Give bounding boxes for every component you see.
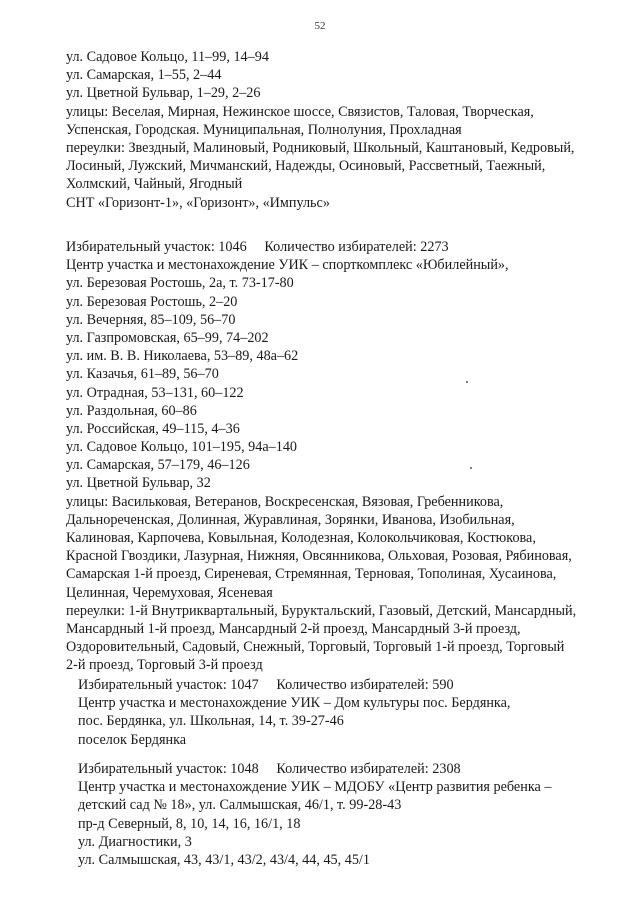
station-header-line: Избирательный участок: 1047 Количество избирателей: 590 — [78, 677, 454, 693]
scan-speck — [466, 381, 468, 383]
address-line: Калиновая, Карпочева, Ковыльная, Колодезная, Колокольчиковая, Костюкова, — [66, 530, 536, 546]
address-line: ул. Березовая Ростошь, 2а, т. 73-17-80 — [66, 275, 294, 292]
address-line: пр-д Северный, 8, 10, 14, 16, 16/1, 18 — [78, 815, 301, 832]
address-line: Самарская 1-й проезд, Сиреневая, Стремянная, Терновая, Тополиная, Хусаинова, — [66, 566, 557, 583]
address-line: улицы: Веселая, Мирная, Нежинское шоссе, Связистов, Таловая, Творческая, — [66, 103, 534, 120]
address-line: Центр участка и местонахождение УИК – МДОБУ «Центр развития ребенка – — [78, 779, 552, 796]
address-line: Лосиный, Лужский, Мичманский, Надежды, Осиновый, Рассветный, Таежный, — [66, 158, 546, 175]
address-line: ул. Садовое Кольцо, 101–195, 94а–140 — [66, 439, 298, 456]
address-line: Мансардный 1-й проезд, Мансардный 2-й проезд, Мансардный 3-й проезд, — [66, 620, 521, 637]
polling-station-1048 — [78, 760, 640, 869]
address-line: ул. им. В. В. Николаева, 53–89, 48а–62 — [66, 348, 299, 365]
address-block-continuation — [66, 48, 631, 212]
address-line: ул. Самарская, 1–55, 2–44 — [66, 67, 222, 84]
address-line: ул. Цветной Бульвар, 1–29, 2–26 — [66, 85, 261, 102]
address-line: Дальнореченская, Долинная, Журавлиная, Зорянки, Иванова, Изобильная, — [66, 511, 515, 528]
address-line: ул. Вечерняя, 85–109, 56–70 — [66, 311, 236, 328]
address-line: пос. Бердянка, ул. Школьная, 14, т. 39-27-46 — [78, 713, 344, 730]
polling-station-1046 — [66, 238, 631, 675]
address-line: Центр участка и местонахождение УИК – спорткомплекс «Юбилейный», — [66, 257, 509, 274]
address-line: Успенская, Городская. Муниципальная, Полнолуния, Прохладная — [66, 121, 462, 138]
station-header-line: Избирательный участок: 1046 Количество избирателей: 2273 — [66, 239, 449, 255]
address-line: СНТ «Горизонт-1», «Горизонт», «Импульс» — [66, 194, 330, 211]
station-header-line: Избирательный участок: 1048 Количество избирателей: 2308 — [78, 761, 461, 777]
page-number: 52 — [314, 20, 326, 32]
address-line: ул. Российская, 49–115, 4–36 — [66, 420, 240, 437]
address-line: ул. Газпромовская, 65–99, 74–202 — [66, 329, 269, 346]
address-line: ул. Отрадная, 53–131, 60–122 — [66, 384, 244, 401]
address-line: Целинная, Черемуховая, Ясеневая — [66, 584, 273, 601]
address-line: ул. Самарская, 57–179, 46–126 — [66, 457, 250, 474]
address-line: поселок Бердянка — [78, 731, 187, 748]
address-line: ул. Казачья, 61–89, 56–70 — [66, 366, 219, 383]
address-line: улицы: Васильковая, Ветеранов, Воскресенская, Вязовая, Гребенникова, — [66, 493, 504, 510]
address-line: Оздоровительный, Садовый, Снежный, Торговый, Торговый 1-й проезд, Торговый — [66, 639, 565, 656]
address-line: Холмский, Чайный, Ягодный — [66, 176, 243, 193]
address-line: ул. Березовая Ростошь, 2–20 — [66, 293, 238, 310]
address-line: ул. Раздольная, 60–86 — [66, 402, 197, 419]
address-line: переулки: 1-й Внутриквартальный, Буруктальский, Газовый, Детский, Мансардный, — [66, 602, 577, 619]
address-line: Красной Гвоздики, Лазурная, Нижняя, Овсянникова, Ольховая, Розовая, Рябиновая, — [66, 548, 572, 565]
address-line: детский сад № 18», ул. Салмышская, 46/1, т. 99-28-43 — [78, 797, 402, 814]
address-line: ул. Садовое Кольцо, 11–99, 14–94 — [66, 49, 269, 65]
address-line: Центр участка и местонахождение УИК – Дом культуры пос. Бердянка, — [78, 695, 511, 712]
address-line: переулки: Звездный, Малиновый, Родниковый, Школьный, Каштановый, Кедровый, — [66, 139, 575, 156]
address-line: ул. Диагностики, 3 — [78, 833, 192, 850]
address-line: ул. Цветной Бульвар, 32 — [66, 475, 211, 492]
address-line: 2-й проезд, Торговый 3-й проезд — [66, 657, 263, 674]
polling-station-1047 — [78, 676, 640, 749]
address-line: ул. Салмышская, 43, 43/1, 43/2, 43/4, 44, 45, 45/1 — [78, 851, 370, 868]
scan-speck — [470, 467, 472, 469]
